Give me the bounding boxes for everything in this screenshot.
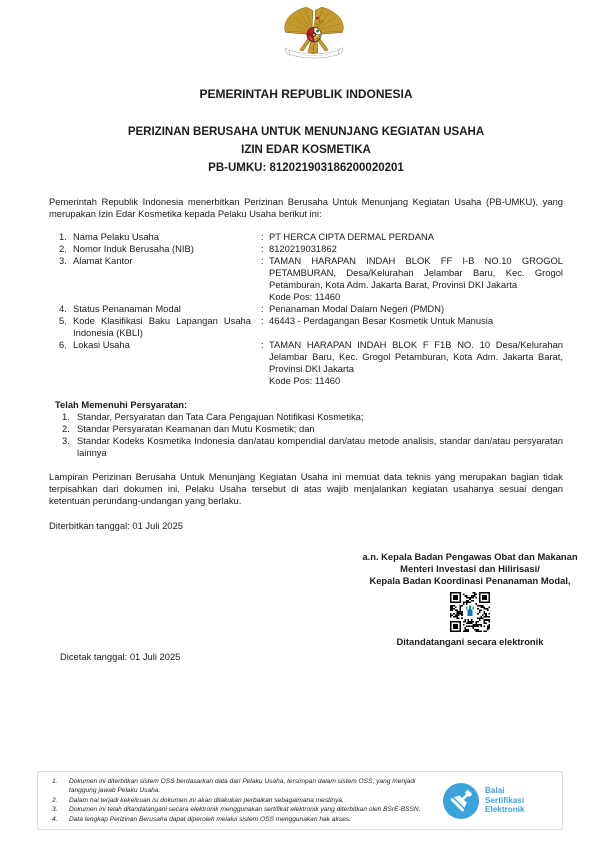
document-title-block bbox=[49, 123, 563, 177]
detail-number: 6. bbox=[59, 339, 67, 350]
detail-separator: : bbox=[261, 231, 264, 242]
requirement-number: 2. bbox=[62, 423, 70, 434]
qr-code bbox=[450, 592, 490, 632]
brand-name-line: Balai bbox=[485, 786, 505, 796]
detail-row bbox=[59, 243, 563, 255]
detail-separator: : bbox=[261, 315, 264, 326]
footer-note bbox=[52, 777, 438, 796]
detail-value: TAMAN HARAPAN INDAH BLOK F F1B NO. 10 Desa/Kelurahan Jelambar Baru, Kec. Grogol Petamburan, Kota Adm. Jakarta Barat, Provinsi DKI Jakarta Kode Pos: 11460 bbox=[269, 339, 563, 386]
detail-row bbox=[59, 339, 563, 387]
footer-notes bbox=[38, 777, 442, 825]
issued-date: Diterbitkan tanggal: 01 Juli 2025 bbox=[49, 520, 183, 531]
requirement-item bbox=[62, 411, 563, 423]
detail-row bbox=[59, 315, 563, 339]
footer-note-number: 1. bbox=[52, 777, 58, 785]
requirement-text: Standar Persyaratan Keamanan dan Mutu Kosmetik; dan bbox=[77, 423, 315, 434]
detail-row bbox=[59, 231, 563, 243]
footer-note-text: Dokumen ini telah ditandatangani secara elektronik menggunakan sertifikat elektronik yang diterbitkan oleh BSrE-BSSN. bbox=[69, 806, 421, 814]
detail-label: Nomor Induk Berusaha (NIB) bbox=[73, 243, 194, 254]
doc-title-line2: IZIN EDAR KOSMETIKA bbox=[241, 144, 371, 156]
signature-line: a.n. Kepala Badan Pengawas Obat dan Makanan bbox=[362, 551, 578, 562]
detail-row bbox=[59, 303, 563, 315]
footer-note-number: 4. bbox=[52, 815, 58, 823]
detail-value: 46443 - Perdagangan Besar Kosmetik Untuk Manusia bbox=[269, 315, 494, 326]
emblem-wrap bbox=[49, 5, 563, 63]
requirement-item bbox=[62, 423, 563, 435]
requirements-list bbox=[62, 411, 563, 459]
detail-label: Nama Pelaku Usaha bbox=[73, 231, 159, 242]
detail-separator: : bbox=[261, 243, 264, 254]
footer-note bbox=[52, 805, 438, 815]
detail-number: 4. bbox=[59, 303, 67, 314]
detail-label: Status Penanaman Modal bbox=[73, 303, 181, 314]
footer-note-text: Data lengkap Perizinan Berusaha dapat diperoleh melalui sistem OSS menggunakan hak akses. bbox=[69, 815, 351, 823]
detail-separator: : bbox=[261, 255, 264, 266]
detail-value: TAMAN HARAPAN INDAH BLOK FF I-B NO.10 GROGOL PETAMBURAN, Desa/Kelurahan Jelambar Baru, Kec. Grogol Petamburan, Kota Adm. Jakarta Barat, Provinsi DKI Jakarta Kode Pos: 11460 bbox=[269, 255, 563, 302]
requirement-text: Standar Kodeks Kosmetika Indonesia dan/atau kompendial dan/atau metode analisis, standar dan/atau persyaratan lainnya bbox=[77, 435, 563, 458]
signature-lines bbox=[355, 551, 585, 587]
doc-title-line1: PERIZINAN BERUSAHA UNTUK MENUNJANG KEGIATAN USAHA bbox=[127, 126, 485, 138]
footer-note bbox=[52, 796, 438, 806]
detail-separator: : bbox=[261, 303, 264, 314]
government-title: PEMERINTAH REPUBLIK INDONESIA bbox=[199, 87, 413, 101]
footer-note-number: 3. bbox=[52, 806, 58, 814]
detail-number: 5. bbox=[59, 315, 67, 326]
footer-note bbox=[52, 815, 438, 825]
detail-value: PT HERCA CIPTA DERMAL PERDANA bbox=[269, 231, 434, 242]
intro-paragraph: Pemerintah Republik Indonesia menerbitkan Perizinan Berusaha Untuk Menunjang Kegiatan Usaha (PB-UMKU), yang merupakan Izin Edar Kosmetika kepada Pelaku Usaha berikut ini: bbox=[49, 196, 563, 219]
electronic-signature-note: Ditandatangani secara elektronik bbox=[396, 636, 544, 647]
detail-row bbox=[59, 255, 563, 303]
footer-notes-box bbox=[37, 771, 563, 830]
brand-name-line: Sertifikasi bbox=[485, 795, 525, 805]
signature-line: Menteri Investasi dan Hilirisasi/ bbox=[400, 563, 540, 574]
doc-title-pb-umku: PB-UMKU: 812021903186200020201 bbox=[208, 162, 404, 174]
footer-note-text: Dalam hal terjadi kekeliruan isi dokumen ini akan dilakukan perbaikan sebagaimana mestinya. bbox=[69, 796, 344, 804]
detail-label: Lokasi Usaha bbox=[73, 339, 130, 350]
stamp-icon bbox=[442, 782, 480, 820]
requirement-item bbox=[62, 435, 563, 459]
footer-note-text: Dokumen ini diterbitkan sistem OSS berdasarkan data dari Pelaku Usaha, tersimpan dalam sistem OSS, yang menjadi tanggung jawab Pelaku Usaha. bbox=[69, 777, 416, 795]
requirements-heading: Telah Memenuhi Persyaratan: bbox=[55, 399, 188, 410]
detail-label: Kode Klasifikasi Baku Lapangan Usaha Indonesia (KBLI) bbox=[73, 315, 251, 338]
bsre-brand bbox=[442, 782, 562, 820]
requirement-number: 1. bbox=[62, 411, 70, 422]
requirement-text: Standar, Persyaratan dan Tata Cara Pengajuan Notifikasi Kosmetika; bbox=[77, 411, 364, 422]
signature-block bbox=[355, 551, 585, 648]
requirement-number: 3. bbox=[62, 435, 70, 446]
detail-value: Penanaman Modal Dalam Negeri (PMDN) bbox=[269, 303, 445, 314]
footer-note-number: 2. bbox=[52, 796, 58, 804]
garuda-pancasila-emblem bbox=[281, 5, 347, 62]
detail-label: Alamat Kantor bbox=[73, 255, 133, 266]
closing-paragraph: Lampiran Perizinan Berusaha Untuk Menunjang Kegiatan Usaha ini memuat data teknis yang merupakan bagian tidak terpisahkan dari dokumen ini. Pelaku Usaha tersebut di atas wajib menjalankan kegiatan usahanya sesuai dengan ketentuan perundang-undangan yang berlaku. bbox=[49, 471, 563, 506]
brand-name bbox=[485, 786, 525, 815]
detail-number: 1. bbox=[59, 231, 67, 242]
details-list bbox=[59, 231, 563, 387]
brand-name-line: Elektronik bbox=[485, 805, 525, 815]
detail-separator: : bbox=[261, 339, 264, 350]
detail-number: 2. bbox=[59, 243, 67, 254]
detail-number: 3. bbox=[59, 255, 67, 266]
detail-value: 8120219031862 bbox=[269, 243, 337, 254]
printed-date: Dicetak tanggal: 01 Juli 2025 bbox=[60, 651, 181, 662]
signature-line: Kepala Badan Koordinasi Penanaman Modal, bbox=[369, 575, 571, 586]
